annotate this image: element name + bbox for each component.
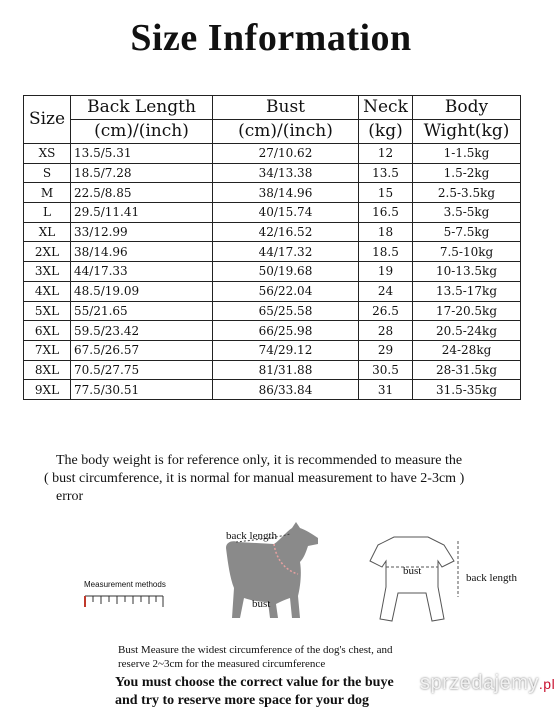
cell-back-length: 22.5/8.85: [71, 183, 213, 203]
cell-bust: 50/19.68: [213, 262, 359, 282]
cell-back-length: 33/12.99: [71, 222, 213, 242]
header-body-weight: Body: [413, 96, 521, 120]
dog-bust-label: bust: [252, 598, 271, 610]
header-neck: Neck: [359, 96, 413, 120]
cell-body-weight: 24-28kg: [413, 340, 521, 360]
cell-body-weight: 2.5-3.5kg: [413, 183, 521, 203]
cell-size: L: [24, 203, 71, 223]
cell-back-length: 67.5/26.57: [71, 340, 213, 360]
cell-back-length: 55/21.65: [71, 301, 213, 321]
cell-bust: 56/22.04: [213, 281, 359, 301]
cell-neck: 16.5: [359, 203, 413, 223]
cell-body-weight: 10-13.5kg: [413, 262, 521, 282]
cell-neck: 30.5: [359, 360, 413, 380]
note-line-2: ( bust circumference, it is normal for manual measurement to have 2-3cm ): [44, 471, 465, 486]
watermark-suffix: .pl: [538, 676, 555, 692]
cell-neck: 15: [359, 183, 413, 203]
cell-size: 2XL: [24, 242, 71, 262]
cell-bust: 66/25.98: [213, 321, 359, 341]
table-row: [24, 183, 521, 203]
watermark-text: sprzedajemy: [420, 672, 539, 694]
cell-back-length: 13.5/5.31: [71, 144, 213, 164]
table-row: [24, 360, 521, 380]
note-line-1: The body weight is for reference only, it is recommended to measure the: [56, 453, 463, 468]
cell-bust: 42/16.52: [213, 222, 359, 242]
cell-neck: 31: [359, 380, 413, 400]
header-back-length: Back Length: [71, 96, 213, 120]
header-neck-units: (kg): [359, 120, 413, 144]
cell-size: XL: [24, 222, 71, 242]
note-line-3: error: [56, 489, 84, 504]
cell-size: XS: [24, 144, 71, 164]
cell-body-weight: 5-7.5kg: [413, 222, 521, 242]
cell-size: 6XL: [24, 321, 71, 341]
table-row: [24, 321, 521, 341]
choose-size-note: [115, 674, 394, 710]
table-row: [24, 144, 521, 164]
table-row: [24, 380, 521, 400]
cell-neck: 12: [359, 144, 413, 164]
watermark: [420, 672, 555, 695]
cell-neck: 26.5: [359, 301, 413, 321]
cell-bust: 27/10.62: [213, 144, 359, 164]
header-back-length-units: (cm)/(inch): [71, 120, 213, 144]
shirt-back-length-label: back length: [466, 572, 518, 584]
header-body-weight-units: Wight(kg): [413, 120, 521, 144]
measurement-methods-label: Measurement methods: [84, 580, 166, 589]
cell-size: 3XL: [24, 262, 71, 282]
cell-bust: 86/33.84: [213, 380, 359, 400]
cell-size: 7XL: [24, 340, 71, 360]
cell-size: S: [24, 163, 71, 183]
cell-back-length: 70.5/27.75: [71, 360, 213, 380]
must-line-1: You must choose the correct value for the buye: [115, 675, 394, 690]
size-table: [23, 95, 521, 400]
cell-neck: 19: [359, 262, 413, 282]
header-bust: Bust: [213, 96, 359, 120]
cell-neck: 18.5: [359, 242, 413, 262]
cell-body-weight: 28-31.5kg: [413, 360, 521, 380]
cell-bust: 38/14.96: [213, 183, 359, 203]
cell-bust: 34/13.38: [213, 163, 359, 183]
cell-bust: 44/17.32: [213, 242, 359, 262]
table-row: [24, 222, 521, 242]
shirt-bust-label: bust: [403, 565, 422, 577]
cell-body-weight: 1-1.5kg: [413, 144, 521, 164]
cell-back-length: 44/17.33: [71, 262, 213, 282]
dog-back-length-label: back length: [226, 530, 278, 542]
cell-size: M: [24, 183, 71, 203]
cell-back-length: 38/14.96: [71, 242, 213, 262]
cell-body-weight: 1.5-2kg: [413, 163, 521, 183]
must-line-2: and try to reserve more space for your dog: [115, 693, 370, 708]
table-header-row: [24, 96, 521, 120]
ruler-icon: [84, 594, 164, 608]
cell-bust: 81/31.88: [213, 360, 359, 380]
cell-body-weight: 17-20.5kg: [413, 301, 521, 321]
cell-neck: 28: [359, 321, 413, 341]
cell-body-weight: 13.5-17kg: [413, 281, 521, 301]
cell-neck: 13.5: [359, 163, 413, 183]
cell-body-weight: 20.5-24kg: [413, 321, 521, 341]
header-bust-units: (cm)/(inch): [213, 120, 359, 144]
table-row: [24, 203, 521, 223]
size-table-body: [24, 144, 521, 400]
dog-shirt-icon: [358, 527, 468, 627]
table-row: [24, 301, 521, 321]
table-row: [24, 242, 521, 262]
cell-bust: 74/29.12: [213, 340, 359, 360]
cell-size: 4XL: [24, 281, 71, 301]
cell-body-weight: 31.5-35kg: [413, 380, 521, 400]
cell-back-length: 29.5/11.41: [71, 203, 213, 223]
table-row: [24, 281, 521, 301]
table-row: [24, 262, 521, 282]
bust-note-line-2: reserve 2~3cm for the measured circumference: [118, 658, 326, 670]
table-header-row-units: [24, 120, 521, 144]
cell-body-weight: 7.5-10kg: [413, 242, 521, 262]
cell-size: 9XL: [24, 380, 71, 400]
cell-neck: 24: [359, 281, 413, 301]
table-row: [24, 340, 521, 360]
cell-neck: 29: [359, 340, 413, 360]
reference-note: [44, 452, 526, 506]
cell-back-length: 48.5/19.09: [71, 281, 213, 301]
page-title: Size Information: [130, 17, 412, 59]
bust-note-line-1: Bust Measure the widest circumference of the dog's chest, and: [118, 644, 393, 656]
cell-back-length: 77.5/30.51: [71, 380, 213, 400]
cell-body-weight: 3.5-5kg: [413, 203, 521, 223]
cell-size: 8XL: [24, 360, 71, 380]
table-row: [24, 163, 521, 183]
bust-measure-note: [118, 643, 438, 671]
cell-bust: 65/25.58: [213, 301, 359, 321]
cell-size: 5XL: [24, 301, 71, 321]
cell-bust: 40/15.74: [213, 203, 359, 223]
header-size: Size: [24, 96, 71, 144]
cell-back-length: 18.5/7.28: [71, 163, 213, 183]
cell-neck: 18: [359, 222, 413, 242]
cell-back-length: 59.5/23.42: [71, 321, 213, 341]
